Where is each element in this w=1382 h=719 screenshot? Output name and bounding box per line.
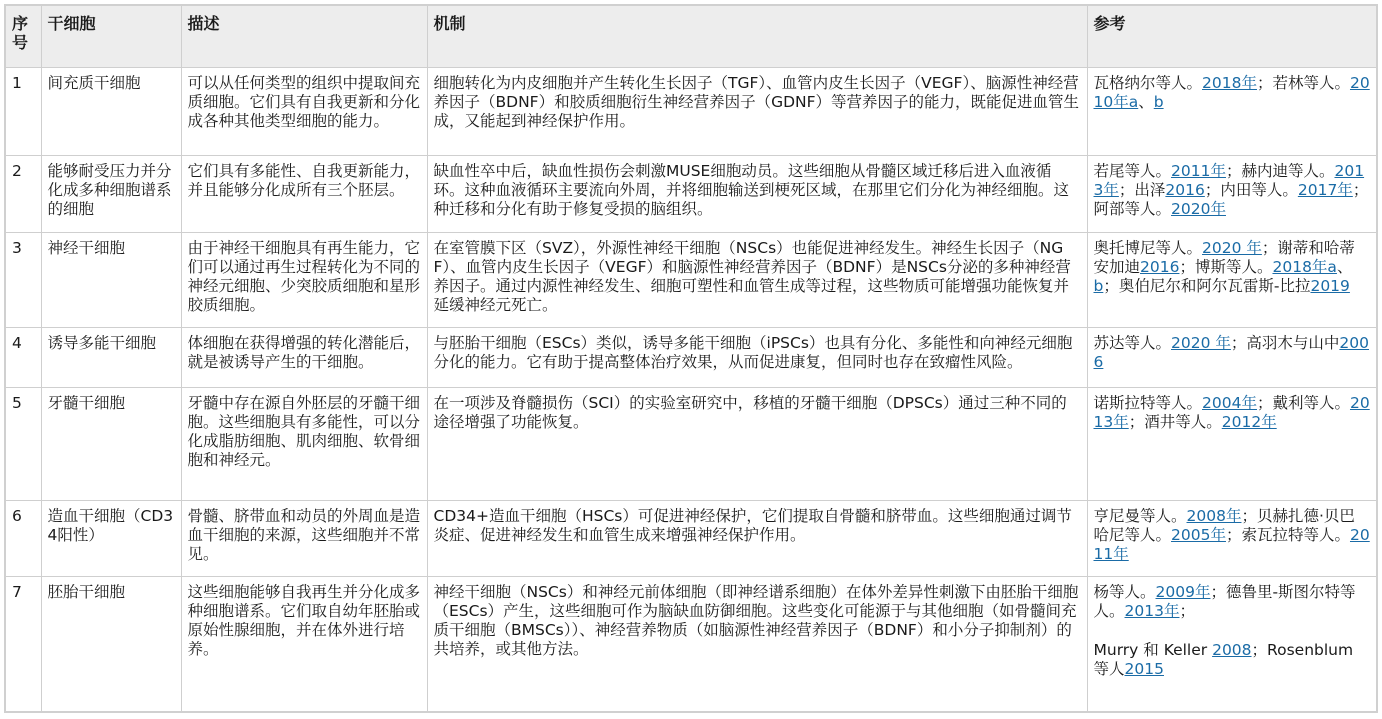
citation-text: 亨尼曼等人。 [1093,506,1187,525]
citation-link[interactable]: 2013年 [1093,393,1370,431]
description-cell: 骨髓、脐带血和动员的外周血是造血干细胞的来源，这些细胞并不常见。 [181,500,427,577]
citation-link[interactable]: 2010年a [1093,73,1370,111]
stem-cell-name: 神经干细胞 [41,232,181,327]
references-cell [1087,156,1377,233]
citation-text: 诺斯拉特等人。 [1093,393,1203,412]
stem-cell-name: 造血干细胞（CD34阳性） [41,500,181,577]
references-cell [1087,500,1377,577]
reference-gap [1094,621,1371,641]
header-references: 参考 [1087,5,1377,67]
stem-cell-name: 间充质干细胞 [41,67,181,156]
stem-cell-name: 诱导多能干细胞 [41,327,181,387]
mechanism-cell: 在一项涉及脊髓损伤（SCI）的实验室研究中，移植的牙髓干细胞（DPSCs）通过三种不同的途径增强了功能恢复。 [427,387,1087,500]
citation-link[interactable]: 2019 [1310,276,1350,295]
header-row [5,5,1377,67]
citation-text: 苏达等人。 [1093,333,1172,352]
citation-link[interactable]: 2011年 [1093,525,1370,563]
citation-text: Murry 和 Keller [1093,641,1213,660]
row-number: 5 [5,387,41,500]
citation-text: 若尾等人。 [1093,162,1172,181]
citation-link[interactable]: 2013年 [1093,162,1365,200]
citation-link[interactable]: 2008 [1212,641,1252,660]
citation-text: ；阿部等人。 [1093,181,1369,219]
row-number: 4 [5,327,41,387]
citation-link[interactable]: b [1153,92,1164,111]
citation-text: ；赫内迪等人。 [1225,162,1335,181]
citation-text: 杨等人。 [1093,583,1156,602]
citation-link[interactable]: 2008年 [1186,506,1242,525]
mechanism-cell: CD34+造血干细胞（HSCs）可促进神经保护，它们提取自骨髓和脐带血。这些细胞通过调节炎症、促进神经发生和血管生成来增强神经保护作用。 [427,500,1087,577]
references-cell [1087,577,1377,712]
header-mechanism: 机制 [427,5,1087,67]
row-number: 3 [5,232,41,327]
stem-cell-table [4,4,1378,713]
references-cell [1087,387,1377,500]
citation-text: ；索瓦拉特等人。 [1225,525,1350,544]
mechanism-cell: 在室管膜下区（SVZ），外源性神经干细胞（NSCs）也能促进神经发生。神经生长因子（NGF）、血管内皮生长因子（VEGF）和脑源性神经营养因子（BDNF）是NSCs分泌的多种神经营养因子。通过内源性神经发生、细胞可塑性和血管生成等过程，这些物质可能增强功能恢复并延缓神经元死亡。 [427,232,1087,327]
table-body [5,67,1377,712]
stem-cell-name: 牙髓干细胞 [41,387,181,500]
citation-text: ；出泽 [1118,181,1166,200]
table-row [5,500,1377,577]
citation-link[interactable]: 2018年 [1202,73,1257,92]
description-cell: 它们具有多能性、自我更新能力，并且能够分化成所有三个胚层。 [181,156,427,233]
table-row [5,327,1377,387]
row-number: 6 [5,500,41,577]
citation-link[interactable]: 2013年 [1124,602,1180,621]
citation-link[interactable]: 2015 [1124,660,1164,679]
citation-text: ；若林等人。 [1256,73,1350,92]
table-row [5,156,1377,233]
citation-text: ； [1179,602,1195,621]
citation-text: ；内田等人。 [1204,181,1298,200]
description-cell: 由于神经干细胞具有再生能力，它们可以通过再生过程转化为不同的神经元细胞、少突胶质细胞和星形胶质细胞。 [181,232,427,327]
description-cell: 体细胞在获得增强的转化潜能后，就是被诱导产生的干细胞。 [181,327,427,387]
citation-text: ；奥伯尼尔和阿尔瓦雷斯-比拉 [1103,276,1311,295]
citation-link[interactable]: 2020年 [1171,200,1226,219]
header-stem-cell: 干细胞 [41,5,181,67]
citation-text: ；德鲁里-斯图尔特等人。 [1093,583,1356,621]
references-cell [1087,67,1377,156]
references-cell [1087,327,1377,387]
table-row [5,387,1377,500]
citation-text: 奥托博尼等人。 [1093,238,1203,257]
citation-link[interactable]: 2006 [1093,333,1369,371]
description-cell: 这些细胞能够自我再生并分化成多种细胞谱系。它们取自幼年胚胎或原始性腺细胞，并在体外进行培养。 [181,577,427,712]
citation-link[interactable]: 2011年 [1171,162,1226,181]
row-number: 2 [5,156,41,233]
mechanism-cell: 细胞转化为内皮细胞并产生转化生长因子（TGF）、血管内皮生长因子（VEGF）、脑源性神经营养因子（BDNF）和胶质细胞衍生神经营养因子（GDNF）等营养因子的能力，既能促进血管生成，又能起到神经保护作用。 [427,67,1087,156]
citation-link[interactable]: 2005年 [1171,525,1226,544]
row-number: 1 [5,67,41,156]
mechanism-cell: 与胚胎干细胞（ESCs）类似，诱导多能干细胞（iPSCs）也具有分化、多能性和向神经元细胞分化的能力。它有助于提高整体治疗效果，从而促进康复，但同时也存在致瘤性风险。 [427,327,1087,387]
citation-text: ；贝赫扎德·贝巴哈尼等人。 [1093,506,1355,544]
citation-link[interactable]: 2020 年 [1202,238,1262,257]
citation-text: ；高羽木与山中 [1230,333,1340,352]
mechanism-cell: 缺血性卒中后，缺血性损伤会刺激MUSE细胞动员。这些细胞从骨髓区域迁移后进入血液循环。这种血液循环主要流向外周，并将细胞输送到梗死区域，在那里它们分化为神经细胞。这种迁移和分化有助于修复受损的脑组织。 [427,156,1087,233]
citation-text: ；博斯等人。 [1179,257,1273,276]
mechanism-cell: 神经干细胞（NSCs）和神经元前体细胞（即神经谱系细胞）在体外差异性刺激下由胚胎干细胞（ESCs）产生，这些细胞可作为脑缺血防御细胞。这些变化可能源于与其他细胞（如骨髓间充质干细胞（BMSCs））、神经营养物质（如脑源性神经营养因子（BDNF）和小分子抑制剂）的共培养，或其他方法。 [427,577,1087,712]
citation-text: 、 [1336,257,1353,276]
table-row [5,577,1377,712]
citation-link[interactable]: 2018年a [1272,257,1337,276]
citation-text: ；Rosenblum 等人 [1093,641,1354,679]
citation-text: ；戴利等人。 [1256,393,1350,412]
description-cell: 牙髓中存在源自外胚层的牙髓干细胞。这些细胞具有多能性，可以分化成脂肪细胞、肌肉细胞、软骨细胞和神经元。 [181,387,427,500]
citation-link[interactable]: 2016 [1140,257,1180,276]
references-cell [1087,232,1377,327]
citation-link[interactable]: 2009年 [1155,583,1211,602]
citation-text: 瓦格纳尔等人。 [1093,73,1203,92]
citation-text: ；酒井等人。 [1128,412,1222,431]
table-row [5,67,1377,156]
citation-link[interactable]: 2004年 [1202,393,1257,412]
stem-cell-name: 胚胎干细胞 [41,577,181,712]
citation-link[interactable]: 2016 [1165,181,1205,200]
citation-link[interactable]: 2017年 [1297,181,1353,200]
citation-link[interactable]: 2020 年 [1171,333,1231,352]
description-cell: 可以从任何类型的组织中提取间充质细胞。它们具有自我更新和分化成各种其他类型细胞的能力。 [181,67,427,156]
citation-link[interactable]: 2012年 [1221,412,1277,431]
header-no: 序号 [5,5,41,67]
table-row [5,232,1377,327]
citation-link[interactable]: b [1093,276,1104,295]
header-description: 描述 [181,5,427,67]
row-number: 7 [5,577,41,712]
stem-cell-name: 能够耐受压力并分化成多种细胞谱系的细胞 [41,156,181,233]
citation-text: ；谢蒂和哈蒂安加迪 [1093,238,1355,276]
citation-text: 、 [1138,92,1154,111]
